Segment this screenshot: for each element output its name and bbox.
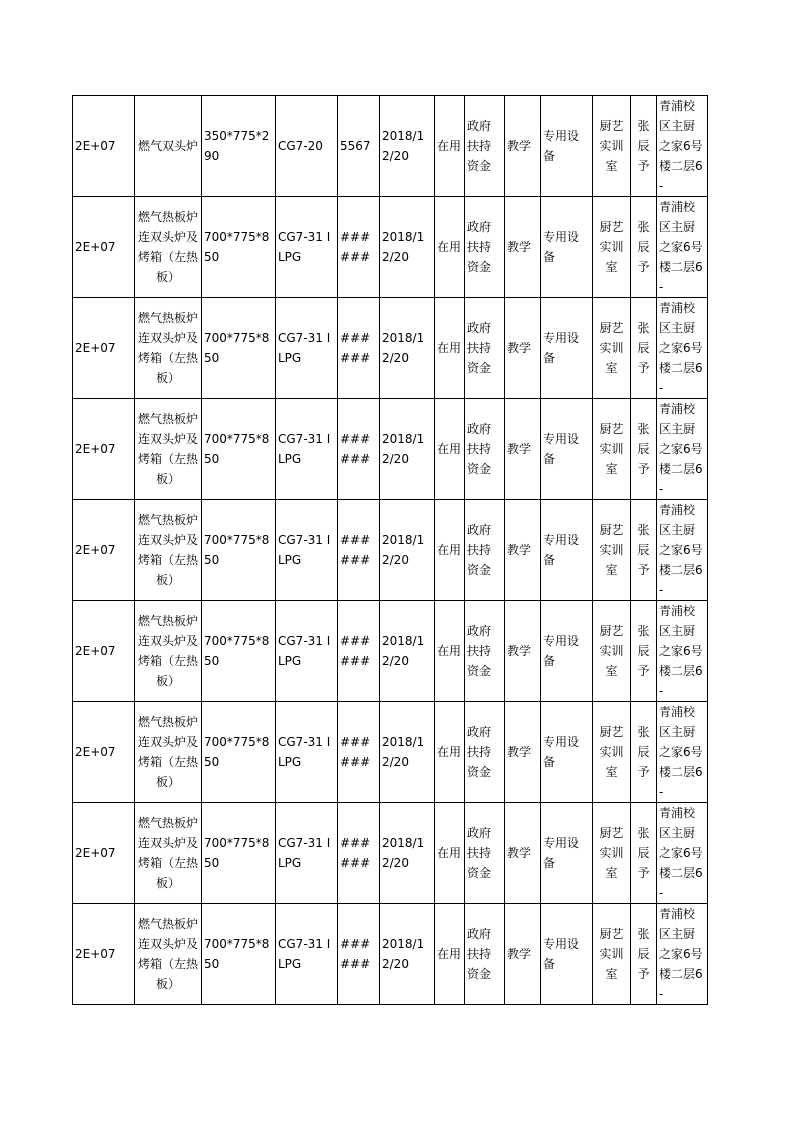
value-cell: ###### (338, 500, 380, 601)
room-cell: 厨艺实训室 (593, 197, 631, 298)
asset-name-cell: 燃气热板炉连双头炉及烤箱（左热板） (135, 601, 202, 702)
spec-cell: 700*775*850 (202, 904, 276, 1005)
asset-code-cell: 2E+07 (73, 601, 135, 702)
funding-cell: 政府扶持资金 (465, 702, 505, 803)
table-row (73, 197, 708, 298)
funding-cell: 政府扶持资金 (465, 601, 505, 702)
table-row (73, 803, 708, 904)
usage-cell: 教学 (505, 803, 541, 904)
asset-code-cell: 2E+07 (73, 96, 135, 197)
asset-code-cell: 2E+07 (73, 500, 135, 601)
asset-name-cell: 燃气热板炉连双头炉及烤箱（左热板） (135, 399, 202, 500)
funding-cell: 政府扶持资金 (465, 500, 505, 601)
spec-cell: 700*775*850 (202, 399, 276, 500)
date-cell: 2018/12/20 (380, 96, 435, 197)
location-cell: 青浦校区主厨之家6号楼二层6- (657, 803, 708, 904)
asset-name-cell: 燃气热板炉连双头炉及烤箱（左热板） (135, 197, 202, 298)
table-row (73, 702, 708, 803)
custodian-cell: 张辰予 (631, 702, 657, 803)
model-cell: CG7-31 I LPG (276, 399, 338, 500)
status-cell: 在用 (435, 904, 465, 1005)
room-cell: 厨艺实训室 (593, 500, 631, 601)
custodian-cell: 张辰予 (631, 96, 657, 197)
room-cell: 厨艺实训室 (593, 298, 631, 399)
asset-name-cell: 燃气热板炉连双头炉及烤箱（左热板） (135, 904, 202, 1005)
asset-code-cell: 2E+07 (73, 399, 135, 500)
table-row (73, 298, 708, 399)
usage-cell: 教学 (505, 197, 541, 298)
asset-code-cell: 2E+07 (73, 803, 135, 904)
funding-cell: 政府扶持资金 (465, 96, 505, 197)
location-cell: 青浦校区主厨之家6号楼二层6- (657, 601, 708, 702)
table-row (73, 399, 708, 500)
model-cell: CG7-31 I LPG (276, 904, 338, 1005)
location-cell: 青浦校区主厨之家6号楼二层6- (657, 500, 708, 601)
category-cell: 专用设备 (541, 197, 593, 298)
value-cell: ###### (338, 298, 380, 399)
funding-cell: 政府扶持资金 (465, 197, 505, 298)
model-cell: CG7-31 I LPG (276, 702, 338, 803)
location-cell: 青浦校区主厨之家6号楼二层6- (657, 197, 708, 298)
date-cell: 2018/12/20 (380, 904, 435, 1005)
spec-cell: 700*775*850 (202, 803, 276, 904)
funding-cell: 政府扶持资金 (465, 904, 505, 1005)
usage-cell: 教学 (505, 500, 541, 601)
spec-cell: 700*775*850 (202, 702, 276, 803)
status-cell: 在用 (435, 500, 465, 601)
table-row (73, 500, 708, 601)
custodian-cell: 张辰予 (631, 298, 657, 399)
category-cell: 专用设备 (541, 803, 593, 904)
funding-cell: 政府扶持资金 (465, 298, 505, 399)
usage-cell: 教学 (505, 298, 541, 399)
funding-cell: 政府扶持资金 (465, 399, 505, 500)
room-cell: 厨艺实训室 (593, 96, 631, 197)
table-row (73, 904, 708, 1005)
spec-cell: 700*775*850 (202, 601, 276, 702)
spec-cell: 350*775*290 (202, 96, 276, 197)
value-cell: ###### (338, 702, 380, 803)
room-cell: 厨艺实训室 (593, 702, 631, 803)
usage-cell: 教学 (505, 702, 541, 803)
asset-table (72, 95, 708, 1005)
status-cell: 在用 (435, 702, 465, 803)
room-cell: 厨艺实训室 (593, 904, 631, 1005)
room-cell: 厨艺实训室 (593, 803, 631, 904)
asset-name-cell: 燃气热板炉连双头炉及烤箱（左热板） (135, 702, 202, 803)
funding-cell: 政府扶持资金 (465, 803, 505, 904)
table-row (73, 601, 708, 702)
category-cell: 专用设备 (541, 500, 593, 601)
spec-cell: 700*775*850 (202, 500, 276, 601)
status-cell: 在用 (435, 601, 465, 702)
value-cell: ###### (338, 197, 380, 298)
date-cell: 2018/12/20 (380, 399, 435, 500)
asset-code-cell: 2E+07 (73, 904, 135, 1005)
spec-cell: 700*775*850 (202, 197, 276, 298)
category-cell: 专用设备 (541, 298, 593, 399)
usage-cell: 教学 (505, 96, 541, 197)
usage-cell: 教学 (505, 601, 541, 702)
status-cell: 在用 (435, 803, 465, 904)
asset-name-cell: 燃气热板炉连双头炉及烤箱（左热板） (135, 298, 202, 399)
room-cell: 厨艺实训室 (593, 399, 631, 500)
usage-cell: 教学 (505, 399, 541, 500)
custodian-cell: 张辰予 (631, 601, 657, 702)
date-cell: 2018/12/20 (380, 500, 435, 601)
location-cell: 青浦校区主厨之家6号楼二层6- (657, 399, 708, 500)
table-body (73, 96, 708, 1005)
room-cell: 厨艺实训室 (593, 601, 631, 702)
asset-code-cell: 2E+07 (73, 702, 135, 803)
location-cell: 青浦校区主厨之家6号楼二层6- (657, 904, 708, 1005)
category-cell: 专用设备 (541, 702, 593, 803)
custodian-cell: 张辰予 (631, 399, 657, 500)
date-cell: 2018/12/20 (380, 298, 435, 399)
status-cell: 在用 (435, 298, 465, 399)
status-cell: 在用 (435, 96, 465, 197)
model-cell: CG7-20 (276, 96, 338, 197)
custodian-cell: 张辰予 (631, 197, 657, 298)
status-cell: 在用 (435, 197, 465, 298)
value-cell: ###### (338, 601, 380, 702)
model-cell: CG7-31 I LPG (276, 601, 338, 702)
usage-cell: 教学 (505, 904, 541, 1005)
model-cell: CG7-31 I LPG (276, 197, 338, 298)
category-cell: 专用设备 (541, 601, 593, 702)
asset-code-cell: 2E+07 (73, 298, 135, 399)
asset-code-cell: 2E+07 (73, 197, 135, 298)
custodian-cell: 张辰予 (631, 803, 657, 904)
location-cell: 青浦校区主厨之家6号楼二层6- (657, 96, 708, 197)
location-cell: 青浦校区主厨之家6号楼二层6- (657, 702, 708, 803)
model-cell: CG7-31 I LPG (276, 500, 338, 601)
value-cell: ###### (338, 904, 380, 1005)
spec-cell: 700*775*850 (202, 298, 276, 399)
model-cell: CG7-31 I LPG (276, 803, 338, 904)
asset-name-cell: 燃气双头炉 (135, 96, 202, 197)
table-row (73, 96, 708, 197)
value-cell: ###### (338, 399, 380, 500)
value-cell: ###### (338, 803, 380, 904)
date-cell: 2018/12/20 (380, 601, 435, 702)
location-cell: 青浦校区主厨之家6号楼二层6- (657, 298, 708, 399)
category-cell: 专用设备 (541, 904, 593, 1005)
category-cell: 专用设备 (541, 399, 593, 500)
date-cell: 2018/12/20 (380, 803, 435, 904)
asset-name-cell: 燃气热板炉连双头炉及烤箱（左热板） (135, 803, 202, 904)
model-cell: CG7-31 I LPG (276, 298, 338, 399)
date-cell: 2018/12/20 (380, 197, 435, 298)
custodian-cell: 张辰予 (631, 904, 657, 1005)
date-cell: 2018/12/20 (380, 702, 435, 803)
status-cell: 在用 (435, 399, 465, 500)
asset-name-cell: 燃气热板炉连双头炉及烤箱（左热板） (135, 500, 202, 601)
category-cell: 专用设备 (541, 96, 593, 197)
custodian-cell: 张辰予 (631, 500, 657, 601)
value-cell: 5567 (338, 96, 380, 197)
